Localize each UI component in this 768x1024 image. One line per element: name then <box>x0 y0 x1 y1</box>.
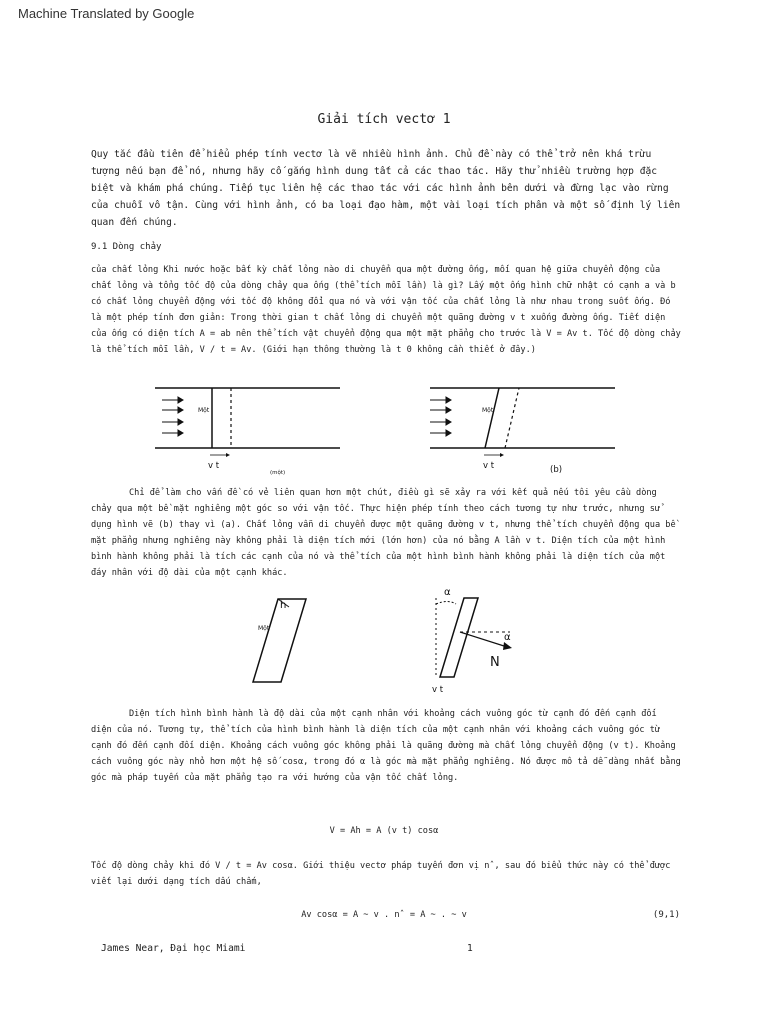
equation-volume: V = Ah = A (v t) cosα <box>329 826 439 836</box>
displacement-label: v t <box>483 461 495 471</box>
normal-label: N <box>490 655 500 670</box>
paragraph-dot-product: Tốc độ dòng chảy khi đó V / t = Av cosα. Giới thiệu vectơ pháp tuyến đơn vị nˆ, sau đó biểu thức này có thể được viết lại dưới dạng tích dấu chấm, <box>91 861 671 887</box>
normal-vector <box>460 632 504 646</box>
translation-banner: Machine Translated by Google <box>18 6 195 21</box>
intro-paragraph: Quy tắc đầu tiên để hiểu phép tính vectơ là vẽ nhiều hình ảnh. Chủ đề này có thể trở nên khá trừu tượng nếu bạn để nó, nhưng hãy cố gắng hình dung tất cả các thao tác. Hãy thử nhiều trường hợp đặc biệt và khám phá chúng. Tiếp tục liên hệ các thao tác với các hình ảnh bên dưới và đừng lạc vào rừng của chuỗi vô tận. Cùng với hình ảnh, có ba loại đạo hàm, một vài loại tích phân và một số định lý liên quan đến chúng. <box>91 149 681 228</box>
figure-normal <box>420 582 530 697</box>
displaced-tilted-surface <box>505 388 519 448</box>
caption-b: (b) <box>550 465 563 475</box>
paragraph-flow-rate: của chất lỏng Khi nước hoặc bất kỳ chất lỏng nào di chuyển qua một đường ống, mối quan hệ giữa chuyển động của chất lỏng và tổng tốc độ của dòng chảy qua ống (thể tích mỗi lần) là gì? Lấy một ống hình chữ nhật có cạnh a và b có chất lỏng chuyển động với tốc độ không đổi qua nó và với vận tốc của chất lỏng là như nhau trong suốt ống. Đó là một phép tính đơn giản: Trong thời gian t chất lỏng di chuyển một quãng đường v t xuống đường ống. Tiết diện của ống có diện tích A = ab nên thể tích vật chuyển động qua một mặt phẳng cho trước là V = Av t. Tốc độ dòng chảy là thể tích mỗi lần, V / t = Av. (Giới hạn thông thường là t 0 không cần thiết ở đây.) <box>91 265 681 355</box>
flow-arrows <box>162 397 183 436</box>
footer-author: James Near, Đại học Miami <box>101 943 246 954</box>
area-label: Một <box>198 407 210 414</box>
alpha-label-top: α <box>444 587 451 598</box>
equation-number: (9,1) <box>652 910 680 920</box>
area-label: Một <box>258 625 270 632</box>
figure-a <box>150 382 350 482</box>
displacement-label: v t <box>432 685 444 695</box>
equation-dot-product: Av cosα = A ~ v . nˆ = A ~ . ~ v <box>301 910 467 920</box>
angle-arc-top <box>436 602 456 605</box>
paragraph-parallelogram: Diện tích hình bình hành là độ dài của một cạnh nhân với khoảng cách vuông góc từ cạnh đó đến cạnh đối diện của nó. Tương tự, thể tích của hình bình hành là diện tích của một cạnh nhân với khoảng cách vuông góc từ cạnh đó đến cạnh đối diện. Khoảng cách vuông góc không phải là quãng đường mà chất lỏng chuyển động (v t). Khoảng cách vuông góc này nhỏ hơn một hệ số cosα, trong đó α là góc mà mặt phẳng nghiêng. Nó được mô tả dễ dàng nhất bằng góc mà pháp tuyến của mặt phẳng tạo ra với hướng của vận tốc chất lỏng. <box>91 709 681 783</box>
area-label: Một <box>482 407 494 414</box>
figure-parallelogram <box>250 595 320 690</box>
page-number: 1 <box>467 943 473 954</box>
figure-b <box>425 382 625 482</box>
caption-a: (một) <box>270 470 286 476</box>
tilted-surface <box>485 388 499 448</box>
height-label: h <box>280 600 287 611</box>
section-heading: 9.1 Dòng chảy <box>91 242 162 252</box>
paragraph-tilted-surface: Chỉ để làm cho vấn đề có vẻ liên quan hơn một chút, điều gì sẽ xảy ra với kết quả nếu tôi yêu cầu dòng chảy qua một bề mặt nghiêng một góc so với vận tốc. Thực hiện phép tính theo cách tương tự như trước, nhưng sử dụng hình vẽ (b) thay vì (a). Chất lỏng vẫn di chuyển được một quãng đường v t, nhưng thể tích chuyển động qua bề mặt phẳng nhưng nghiêng này không phải là diện tích mới (lớn hơn) của nó bằng A lần v t. Diện tích của một hình bình hành không phải là tích các cạnh của nó và thể tích của một hình bình hành không phải là diện tích của một đáy nhân với độ dài của một cạnh khác. <box>91 488 676 578</box>
tilted-slab <box>440 598 478 677</box>
flow-arrows <box>430 397 451 436</box>
parallelogram <box>253 599 306 682</box>
page-title: Giải tích vectơ 1 <box>317 112 451 127</box>
alpha-label-right: α <box>504 632 511 643</box>
displacement-label: v t <box>208 461 220 471</box>
